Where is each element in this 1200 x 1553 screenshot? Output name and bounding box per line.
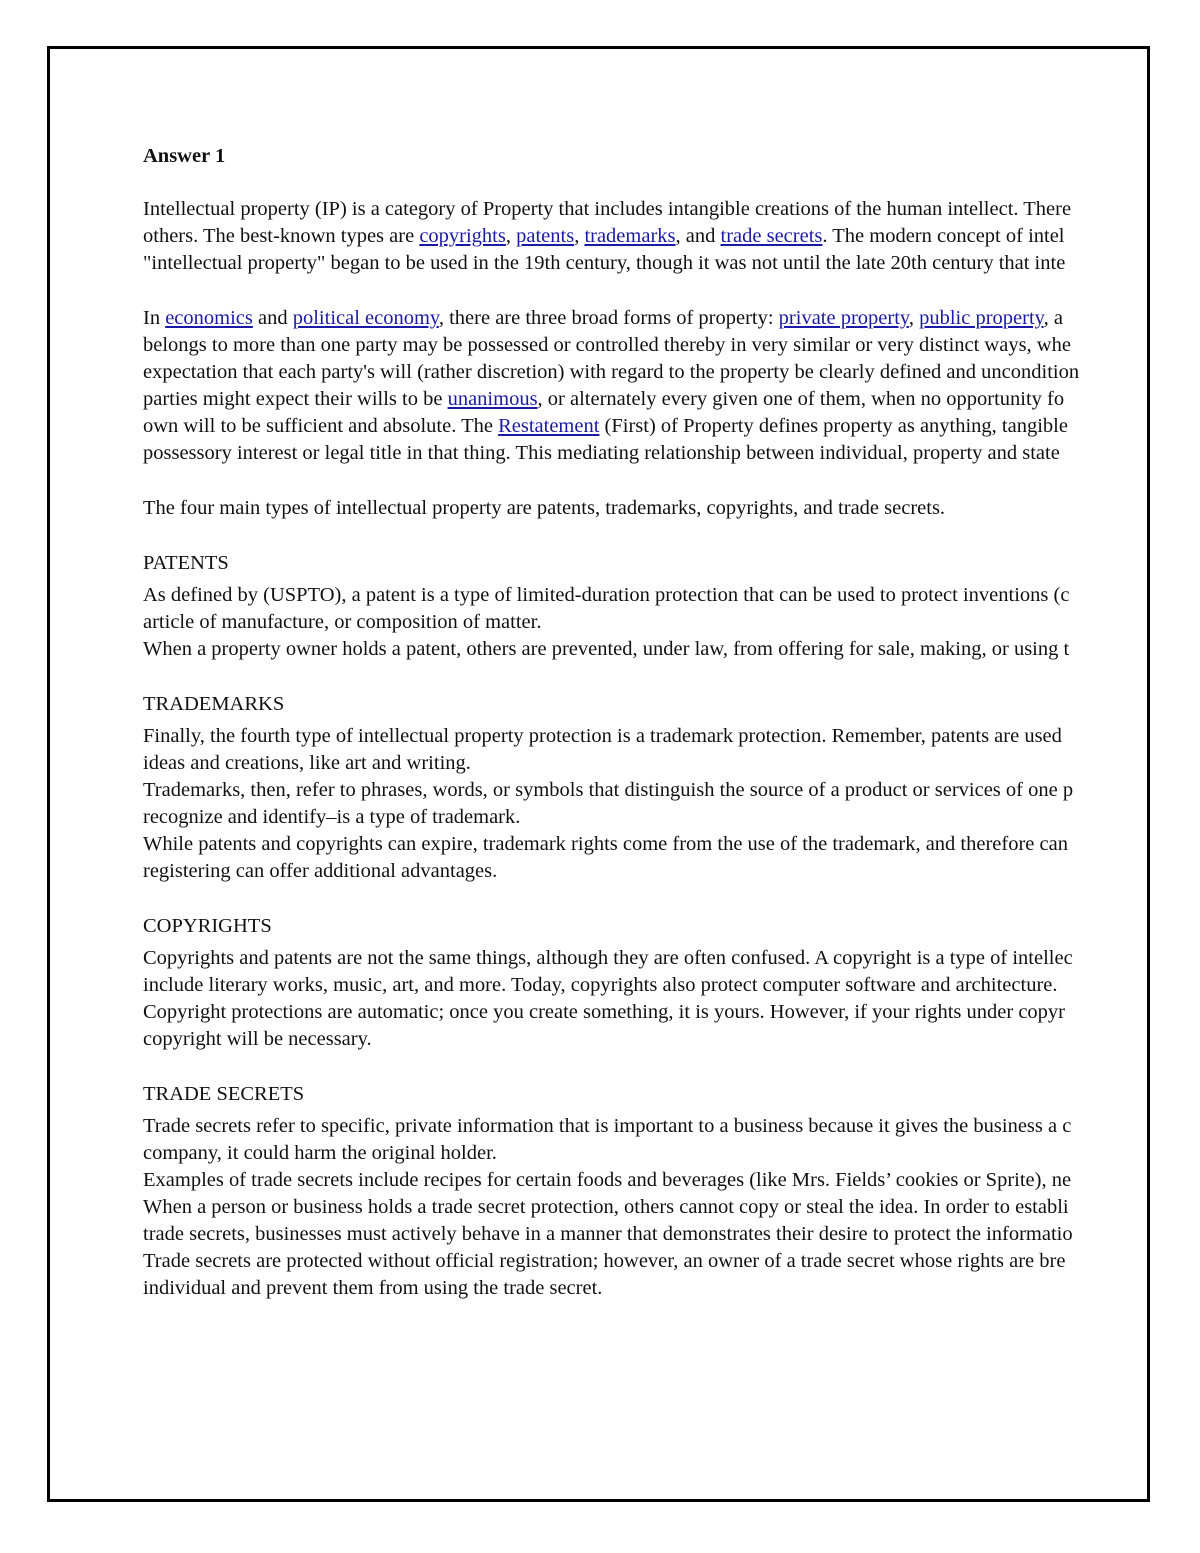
link-public-property[interactable]: public property [919,307,1044,329]
link-copyrights[interactable]: copyrights [419,225,506,247]
text-line [143,305,1200,332]
text-span: , [505,225,517,247]
text-line: registering can offer additional advantages. [143,860,498,882]
section-title-copyrights: COPYRIGHTS [143,915,272,937]
text-span: own will to be sufficient and absolute. The [143,415,499,437]
text-span: others. The best-known types are [143,225,420,247]
text-span: In [143,307,166,329]
text-line: ideas and creations, like art and writing. [143,752,471,774]
section-title-trade-secrets: TRADE SECRETS [143,1083,305,1105]
text-line: Copyrights and patents are not the same things, although they are often confused. A copyright is a type of intellec [143,947,1073,969]
text-span: , [574,225,585,247]
section-trademarks [143,691,1200,885]
text-line: Examples of trade secrets include recipes for certain foods and beverages (like Mrs. Fields’ cookies or Sprite), ne [143,1169,1072,1191]
text-line [143,386,1200,413]
text-line: Trade secrets are protected without official registration; however, an owner of a trade secret whose rights are bre [143,1250,1066,1272]
text-line: Intellectual property (IP) is a category of Property that includes intangible creations of the human intellect. There [143,198,1072,220]
answer-heading: Answer 1 [143,145,226,167]
link-unanimous[interactable]: unanimous [447,388,538,410]
link-economics[interactable]: economics [165,307,253,329]
section-patents [143,550,1200,663]
text-line: company, it could harm the original holder. [143,1142,497,1164]
section-trade-secrets [143,1081,1200,1302]
text-line: expectation that each party's will (rather discretion) with regard to the property be clearly defined and uncondition [143,361,1080,383]
text-line: "intellectual property" began to be used in the 19th century, though it was not until the late 20th century that inte [143,252,1066,274]
section-title-trademarks: TRADEMARKS [143,693,285,715]
text-span: , a [1043,307,1063,329]
paragraph-intro [143,196,1200,277]
link-patents[interactable]: patents [516,225,575,247]
link-restatement[interactable]: Restatement [498,415,600,437]
text-line: Finally, the fourth type of intellectual property protection is a trademark protection. Remember, patents are used [143,725,1062,747]
text-line [143,413,1200,440]
text-span: , there are three broad forms of property: [438,307,779,329]
text-span: , [908,307,920,329]
link-private-property[interactable]: private property [778,307,909,329]
text-line: include literary works, music, art, and more. Today, copyrights also protect computer software and architecture. [143,974,1058,996]
text-line: trade secrets, businesses must actively behave in a manner that demonstrates their desire to protect the informatio [143,1223,1073,1245]
text-line: individual and prevent them from using the trade secret. [143,1277,603,1299]
text-span: and [252,307,293,329]
text-line: When a property owner holds a patent, others are prevented, under law, from offering for sale, making, or using t [143,638,1070,660]
text-line: copyright will be necessary. [143,1028,372,1050]
text-span: parties might expect their wills to be [143,388,448,410]
text-line: article of manufacture, or composition of matter. [143,611,542,633]
section-copyrights [143,913,1200,1053]
text-line: Trademarks, then, refer to phrases, words, or symbols that distinguish the source of a product or services of one p [143,779,1074,801]
link-political-economy[interactable]: political economy [292,307,439,329]
text-span: , and [675,225,721,247]
section-title-patents: PATENTS [143,552,229,574]
text-line: When a person or business holds a trade secret protection, others cannot copy or steal the idea. In order to establi [143,1196,1069,1218]
link-trade-secrets[interactable]: trade secrets [720,225,823,247]
text-span: . The modern concept of intel [822,225,1065,247]
text-line: While patents and copyrights can expire, trademark rights come from the use of the trademark, and therefore can [143,833,1068,855]
text-line: belongs to more than one party may be possessed or controlled thereby in very similar or very distinct ways, whe [143,334,1071,356]
document-body [143,143,1200,1330]
text-line [143,223,1200,250]
paragraph-economics [143,305,1200,467]
text-line: possessory interest or legal title in that thing. This mediating relationship between individual, property and state [143,442,1060,464]
text-line: recognize and identify–is a type of trademark. [143,806,521,828]
link-trademarks[interactable]: trademarks [584,225,676,247]
text-span: , or alternately every given one of them, when no opportunity fo [537,388,1065,410]
text-span: (First) of Property defines property as anything, tangible [599,415,1068,437]
text-line: As defined by (USPTO), a patent is a type of limited-duration protection that can be used to protect inventions (c [143,584,1070,606]
text-line: Copyright protections are automatic; once you create something, it is yours. However, if your rights under copyr [143,1001,1066,1023]
paragraph-four-types [143,495,1200,522]
text-line: The four main types of intellectual property are patents, trademarks, copyrights, and trade secrets. [143,497,946,519]
text-line: Trade secrets refer to specific, private information that is important to a business because it gives the business a c [143,1115,1072,1137]
